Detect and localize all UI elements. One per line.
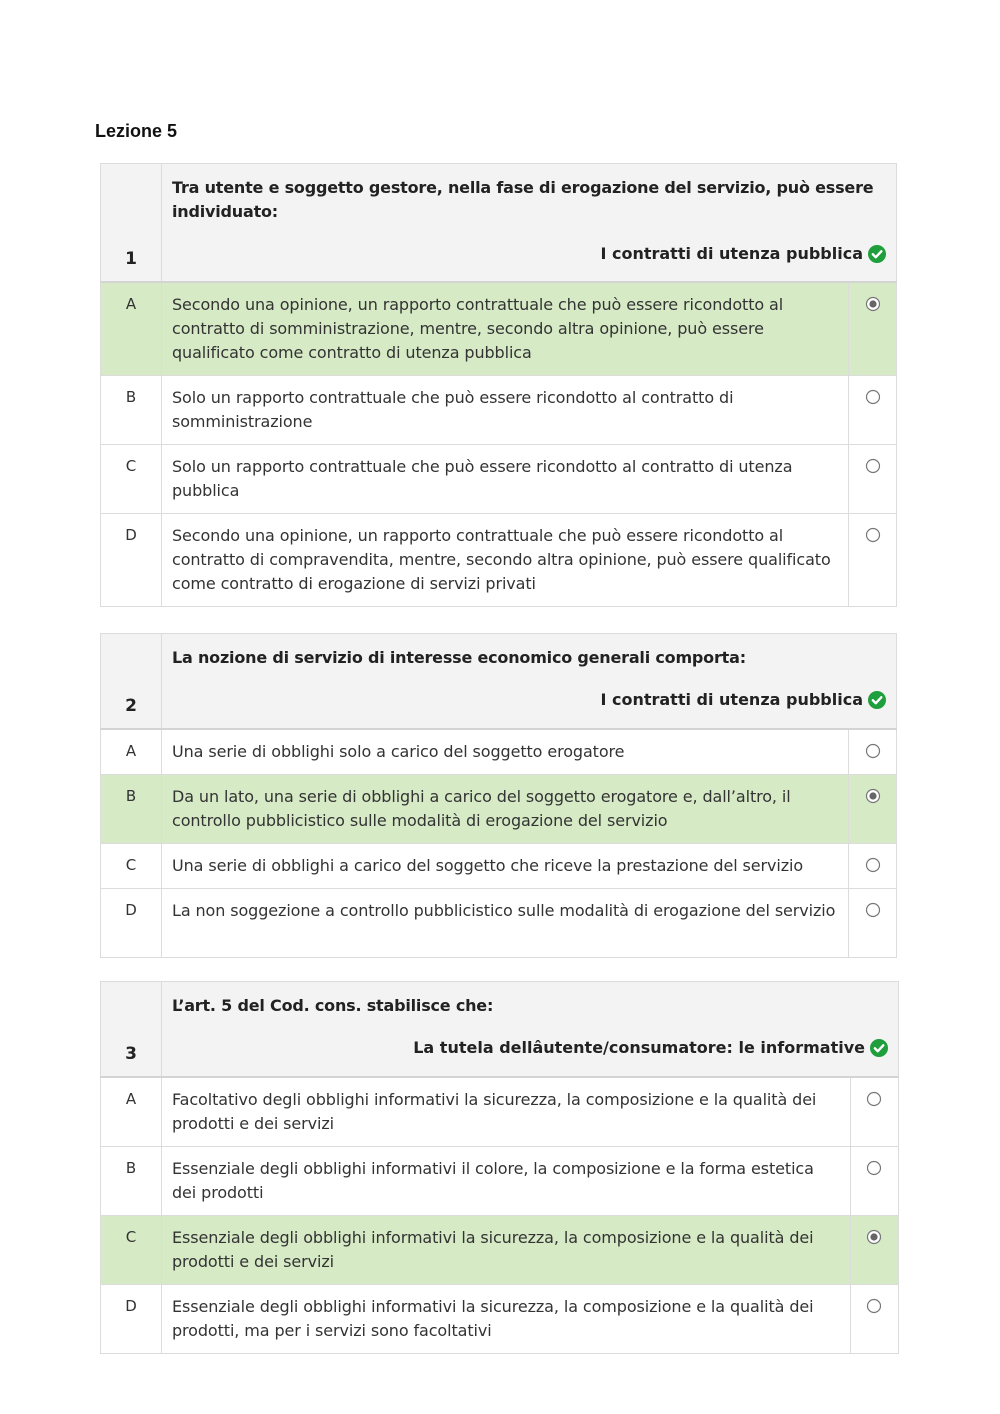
radio-icon[interactable] [865, 743, 881, 759]
answer-option-d[interactable] [101, 1285, 899, 1354]
answer-option-d[interactable] [101, 514, 897, 607]
option-radio-cell[interactable] [849, 445, 897, 514]
question-header-cell [162, 634, 897, 730]
question-text: La nozione di servizio di interesse economico generali comporta: [172, 648, 746, 667]
option-letter: D [101, 889, 162, 958]
option-text: Secondo una opinione, un rapporto contrattuale che può essere ricondotto al contratto di somministrazione, mentre, secondo altra opinione, può essere qualificato come contratto di utenza pubblica [162, 282, 849, 376]
answer-option-a[interactable] [101, 282, 897, 376]
radio-selected-icon[interactable] [866, 1229, 882, 1245]
answer-option-c[interactable] [101, 844, 897, 889]
option-letter: A [101, 1077, 162, 1147]
option-radio-cell[interactable] [849, 376, 897, 445]
radio-icon[interactable] [865, 458, 881, 474]
question-topic [172, 690, 886, 709]
radio-selected-icon[interactable] [865, 788, 881, 804]
answer-option-b[interactable] [101, 1147, 899, 1216]
question-topic [172, 1038, 888, 1057]
option-radio-cell[interactable] [850, 1147, 898, 1216]
question-header-cell [162, 164, 897, 283]
option-letter: C [101, 1216, 162, 1285]
option-text: Da un lato, una serie di obblighi a carico del soggetto erogatore e, dall’altro, il controllo pubblicistico sulle modalità di erogazione del servizio [162, 775, 849, 844]
option-text: Essenziale degli obblighi informativi la sicurezza, la composizione e la qualità dei prodotti, ma per i servizi sono facoltativi [162, 1285, 851, 1354]
question-text: Tra utente e soggetto gestore, nella fase di erogazione del servizio, può essere individuato: [172, 178, 874, 221]
question-number: 3 [101, 982, 162, 1078]
answer-option-b[interactable] [101, 775, 897, 844]
topic-label: I contratti di utenza pubblica [600, 244, 863, 263]
option-radio-cell[interactable] [849, 729, 897, 775]
question-header [101, 982, 899, 1078]
question-2-table [100, 633, 897, 958]
answer-option-a[interactable] [101, 1077, 899, 1147]
question-1-table [100, 163, 897, 607]
option-text: Solo un rapporto contrattuale che può essere ricondotto al contratto di somministrazione [162, 376, 849, 445]
option-text: Essenziale degli obblighi informativi il colore, la composizione e la forma estetica dei prodotti [162, 1147, 851, 1216]
option-text: Solo un rapporto contrattuale che può essere ricondotto al contratto di utenza pubblica [162, 445, 849, 514]
question-topic [172, 244, 886, 263]
option-radio-cell[interactable] [850, 1285, 898, 1354]
radio-icon[interactable] [865, 389, 881, 405]
option-letter: A [101, 729, 162, 775]
radio-icon[interactable] [866, 1160, 882, 1176]
option-text: Essenziale degli obblighi informativi la sicurezza, la composizione e la qualità dei prodotti e dei servizi [162, 1216, 851, 1285]
option-radio-cell[interactable] [849, 282, 897, 376]
option-letter: C [101, 844, 162, 889]
option-letter: D [101, 514, 162, 607]
option-letter: B [101, 1147, 162, 1216]
option-radio-cell[interactable] [850, 1216, 898, 1285]
question-header [101, 164, 897, 283]
check-circle-icon [868, 245, 886, 263]
check-circle-icon [868, 691, 886, 709]
answer-option-b[interactable] [101, 376, 897, 445]
question-text: L’art. 5 del Cod. cons. stabilisce che: [172, 996, 494, 1015]
radio-icon[interactable] [865, 527, 881, 543]
option-radio-cell[interactable] [849, 514, 897, 607]
radio-icon[interactable] [866, 1298, 882, 1314]
option-text: Facoltativo degli obblighi informativi la sicurezza, la composizione e la qualità dei prodotti e dei servizi [162, 1077, 851, 1147]
question-header-cell [162, 982, 899, 1078]
check-circle-icon [870, 1039, 888, 1057]
option-text: Una serie di obblighi a carico del soggetto che riceve la prestazione del servizio [162, 844, 849, 889]
option-radio-cell[interactable] [849, 889, 897, 958]
radio-selected-icon[interactable] [865, 296, 881, 312]
option-text: Secondo una opinione, un rapporto contrattuale che può essere ricondotto al contratto di compravendita, mentre, secondo altra opinione, può essere qualificato come contratto di erogazione di servizi privati [162, 514, 849, 607]
topic-label: La tutela dellâutente/consumatore: le informative [413, 1038, 865, 1057]
option-text: La non soggezione a controllo pubblicistico sulle modalità di erogazione del servizio [162, 889, 849, 958]
question-number: 2 [101, 634, 162, 730]
option-letter: C [101, 445, 162, 514]
option-letter: A [101, 282, 162, 376]
answer-option-c[interactable] [101, 1216, 899, 1285]
answer-option-a[interactable] [101, 729, 897, 775]
option-radio-cell[interactable] [850, 1077, 898, 1147]
option-letter: B [101, 376, 162, 445]
option-radio-cell[interactable] [849, 775, 897, 844]
option-radio-cell[interactable] [849, 844, 897, 889]
option-letter: D [101, 1285, 162, 1354]
option-letter: B [101, 775, 162, 844]
radio-icon[interactable] [866, 1091, 882, 1107]
answer-option-c[interactable] [101, 445, 897, 514]
question-3-table [100, 981, 899, 1354]
question-number: 1 [101, 164, 162, 283]
lesson-title: Lezione 5 [95, 121, 178, 141]
topic-label: I contratti di utenza pubblica [600, 690, 863, 709]
radio-icon[interactable] [865, 857, 881, 873]
radio-icon[interactable] [865, 902, 881, 918]
question-header [101, 634, 897, 730]
answer-option-d[interactable] [101, 889, 897, 958]
option-text: Una serie di obblighi solo a carico del soggetto erogatore [162, 729, 849, 775]
